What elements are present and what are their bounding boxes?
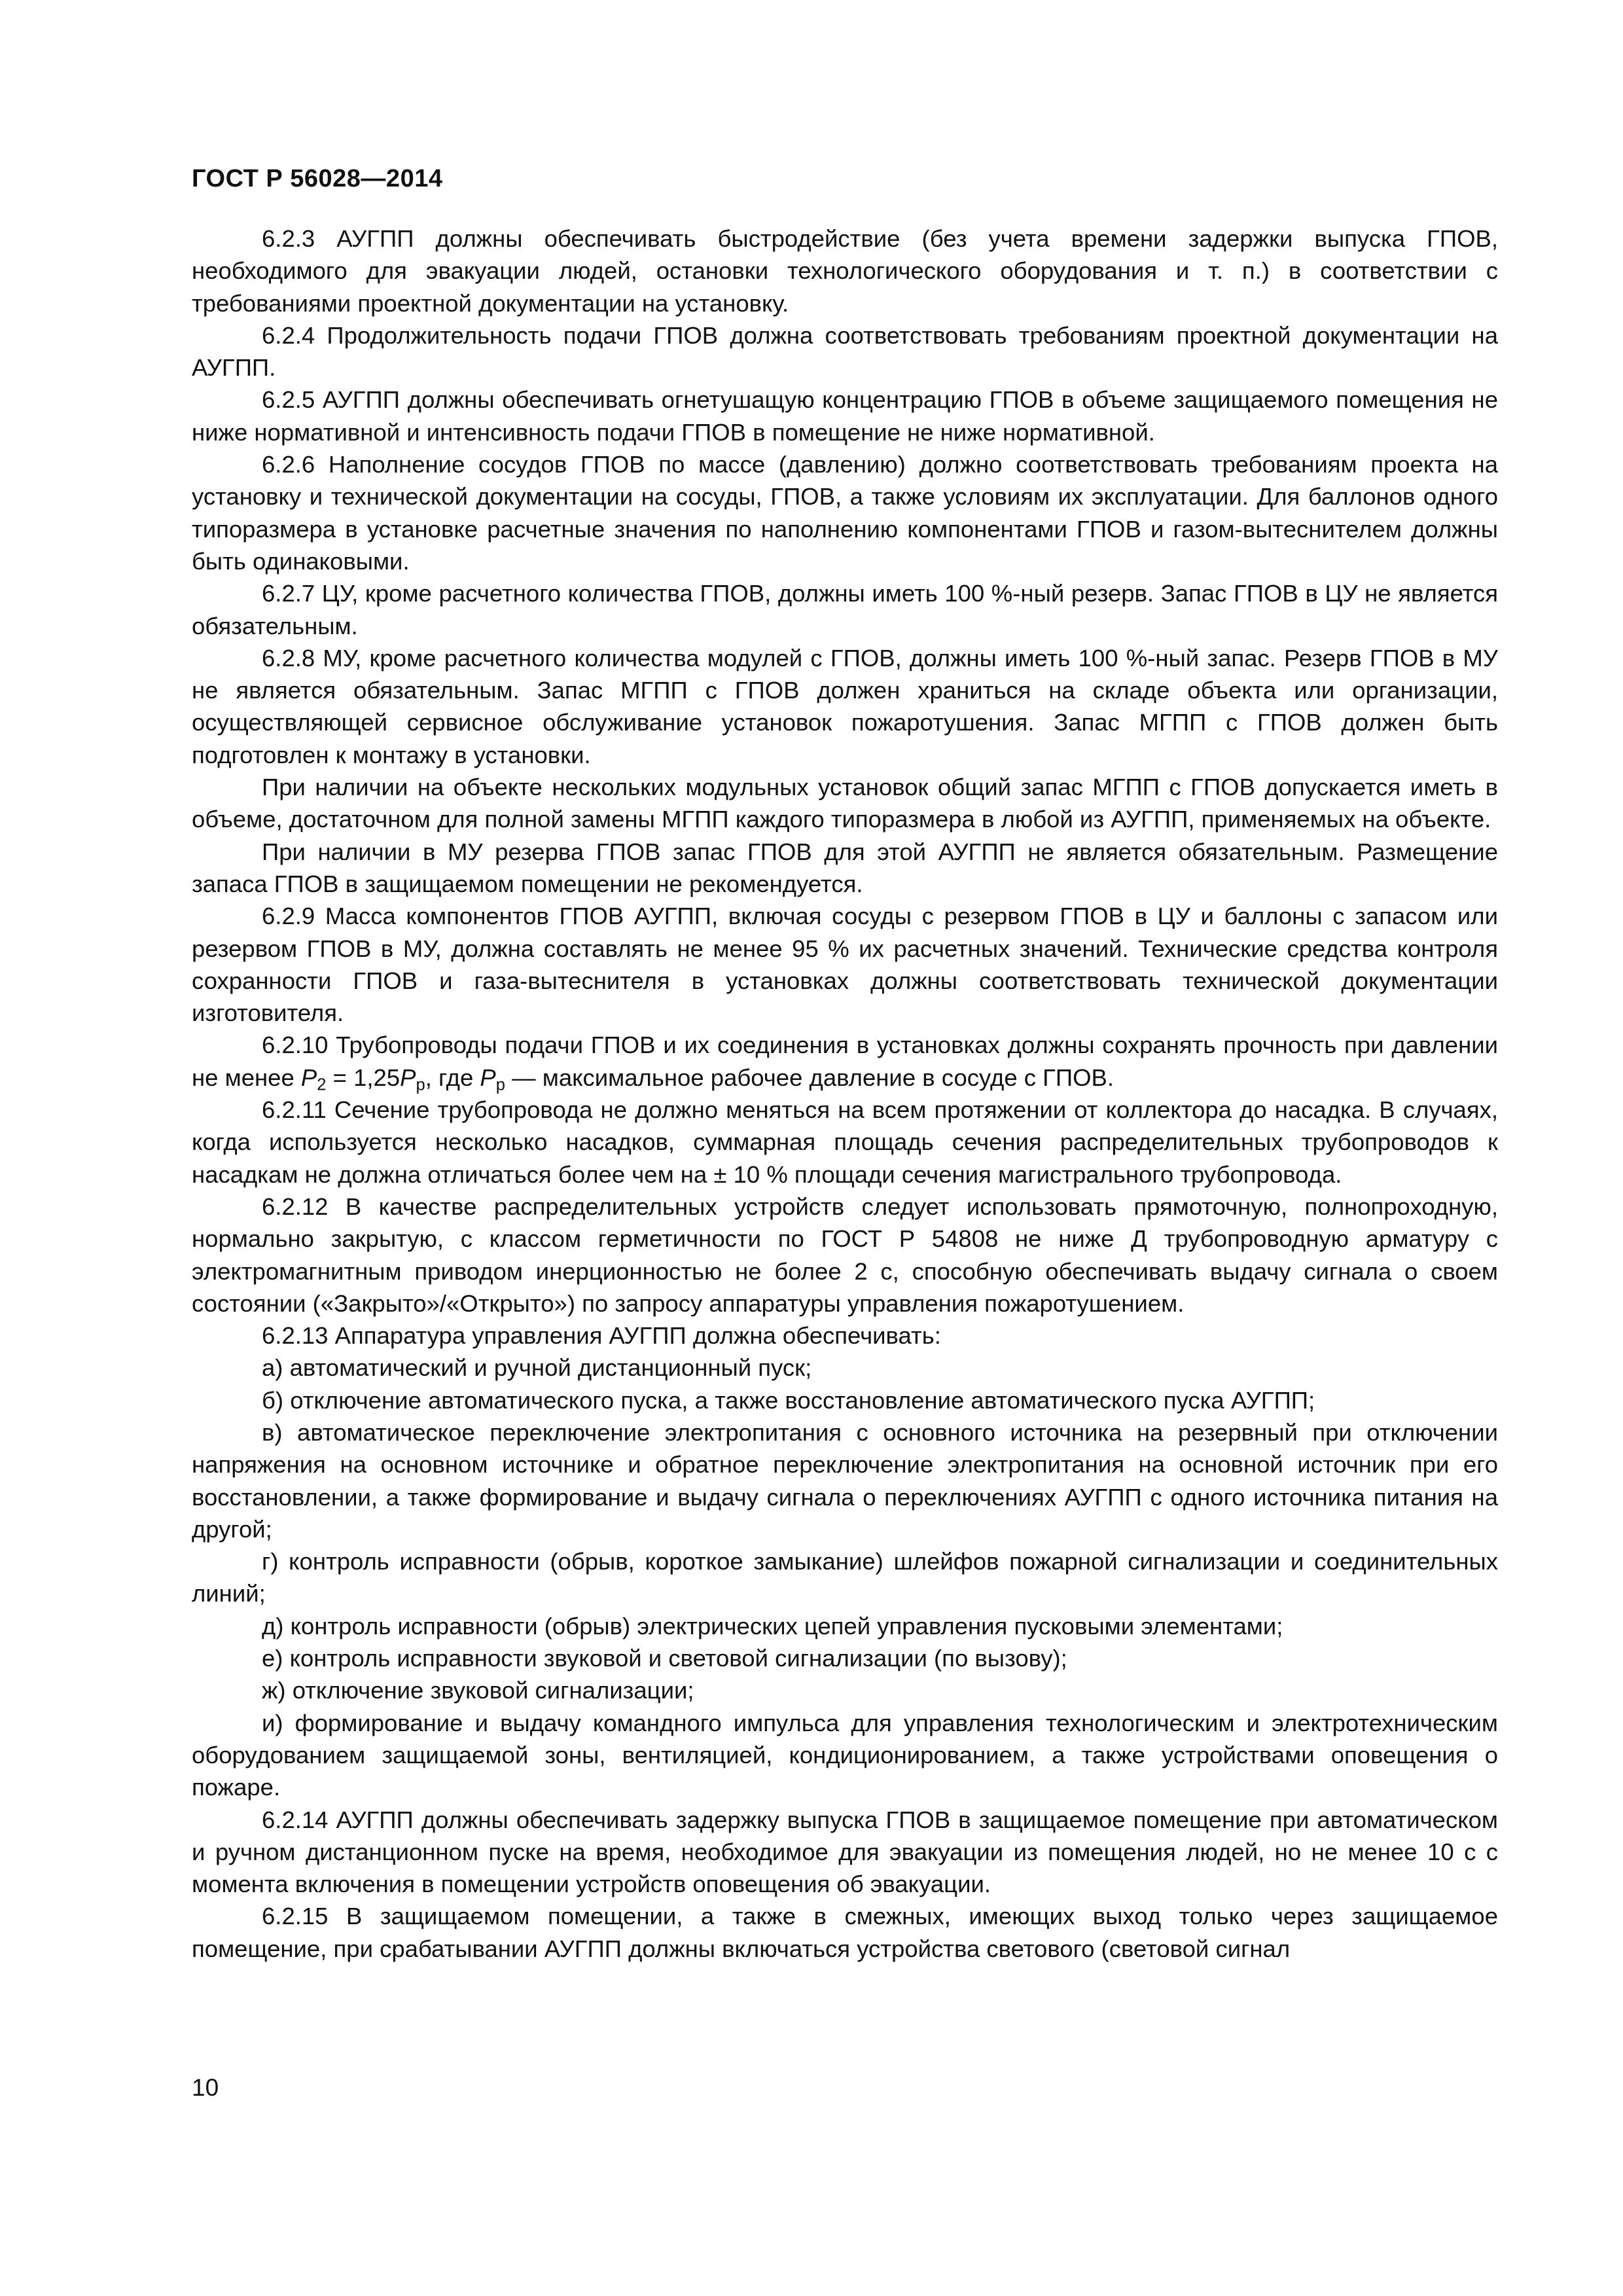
paragraph-6-2-7: 6.2.7 ЦУ, кроме расчетного количества ГПОВ, должны иметь 100 %-ный резерв. Запас ГПОВ в ЦУ не является обязательным. bbox=[192, 580, 1498, 639]
pp-letter: P bbox=[400, 1064, 416, 1091]
p10-part4: — максимальное рабочее давление в сосуде с ГПОВ. bbox=[505, 1064, 1115, 1091]
paragraph-6-2-9: 6.2.9 Масса компонентов ГПОВ АУГПП, включая сосуды с резервом ГПОВ в ЦУ и баллоны с запасом или резервом ГПОВ в МУ, должна составлять не менее 95 % их расчетных значений. Технические средства контроля сохранности ГПОВ и газа-вытеснителя в установках должны соответствовать технической документации изготовителя. bbox=[192, 903, 1498, 1027]
paragraph-modular-stock: При наличии на объекте нескольких модульных установок общий запас МГПП с ГПОВ допускается иметь в объеме, достаточном для полной замены МГПП каждого типоразмера в любой из АУГПП, применяемых на объекте. bbox=[192, 774, 1498, 833]
paragraph-6-2-8: 6.2.8 МУ, кроме расчетного количества модулей с ГПОВ, должны иметь 100 %-ный запас. Резерв ГПОВ в МУ не является обязательным. Запас МГПП с ГПОВ должен храниться на складе объекта или организации, осуществляющей сервисное обслуживание установок пожаротушения. Запас МГПП с ГПОВ должен быть подготовлен к монтажу в установки. bbox=[192, 644, 1498, 768]
list-item-a: а) автоматический и ручной дистанционный пуск; bbox=[262, 1354, 812, 1382]
pp2-letter: P bbox=[480, 1064, 496, 1091]
pp-subscript: р bbox=[416, 1075, 425, 1094]
p10-part1: 6.2.10 Трубопроводы подачи ГПОВ и их соединения в установках должны сохранять прочность при давлении не менее bbox=[192, 1031, 1498, 1091]
list-item-g: г) контроль исправности (обрыв, короткое замыкание) шлейфов пожарной сигнализации и соединительных линий; bbox=[192, 1548, 1498, 1607]
list-item-d: д) контроль исправности (обрыв) электрических цепей управления пусковыми элементами; bbox=[262, 1612, 1283, 1640]
paragraph-6-2-4: 6.2.4 Продолжительность подачи ГПОВ должна соответствовать требованиям проектной документации на АУГПП. bbox=[192, 321, 1498, 382]
paragraph-6-2-11: 6.2.11 Сечение трубопровода не должно меняться на всем протяжении от коллектора до насадка. В случаях, когда используется несколько насадков, суммарная площадь сечения распределительных трубопроводов к насадкам не должна отличаться более чем на ± 10 % площади сечения магистрального трубопровода. bbox=[192, 1096, 1498, 1188]
paragraph-6-2-14: 6.2.14 АУГПП должны обеспечивать задержку выпуска ГПОВ в защищаемое помещение при автоматическом и ручном дистанционном пуске на время, необходимое для эвакуации из помещения людей, но не менее 10 с с момента включения в помещении устройств оповещения об эвакуации. bbox=[192, 1806, 1498, 1898]
paragraph-reserve-stock: При наличии в МУ резерва ГПОВ запас ГПОВ для этой АУГПП не является обязательным. Размещение запаса ГПОВ в защищаемом помещении не рекомендуется. bbox=[192, 838, 1498, 897]
list-item-b: б) отключение автоматического пуска, а также восстановление автоматического пуска АУГПП; bbox=[262, 1386, 1315, 1414]
paragraph-6-2-15: 6.2.15 В защищаемом помещении, а также в смежных, имеющих выход только через защищаемое помещение, при срабатывании АУГПП должны включаться устройства светового (световой сигнал bbox=[192, 1903, 1498, 1962]
list-item-e: е) контроль исправности звуковой и световой сигнализации (по вызову); bbox=[262, 1645, 1067, 1672]
paragraph-6-2-12: 6.2.12 В качестве распределительных устройств следует использовать прямоточную, полнопроходную, нормально закрытую, с классом герметичности по ГОСТ Р 54808 не ниже Д трубопроводную арматуру с электромагнитным приводом инерционностью не более 2 с, способную обеспечивать выдачу сигнала о своем состоянии («Закрыто»/«Открыто») по запросу аппаратуры управления пожаротушением. bbox=[192, 1193, 1498, 1317]
document-header: ГОСТ Р 56028—2014 bbox=[192, 165, 443, 192]
p2-subscript: 2 bbox=[317, 1075, 327, 1094]
paragraph-6-2-5: 6.2.5 АУГПП должны обеспечивать огнетушащую концентрацию ГПОВ в объеме защищаемого помещения не ниже нормативной и интенсивность подачи ГПОВ в помещение не ниже нормативной. bbox=[192, 386, 1498, 446]
list-item-zh: ж) отключение звуковой сигнализации; bbox=[262, 1677, 694, 1704]
paragraph-6-2-10 bbox=[192, 1029, 1498, 1094]
page-number: 10 bbox=[192, 2074, 219, 2101]
p10-part2: = 1,25 bbox=[326, 1064, 401, 1091]
pp2-subscript: р bbox=[495, 1075, 505, 1094]
p2-letter: P bbox=[300, 1064, 317, 1091]
list-item-i: и) формирование и выдачу командного импульса для управления технологическим и электротехническим оборудованием защищаемой зоны, вентиляцией, кондиционированием, а также устройствами оповещения о пожаре. bbox=[192, 1709, 1498, 1801]
paragraph-6-2-3: 6.2.3 АУГПП должны обеспечивать быстродействие (без учета времени задержки выпуска ГПОВ, необходимого для эвакуации людей, остановки технологического оборудования и т. п.) в соответствии с требованиями проектной документации на установку. bbox=[192, 225, 1498, 317]
paragraph-6-2-6: 6.2.6 Наполнение сосудов ГПОВ по массе (давлению) должно соответствовать требованиям проекта на установку и технической документации на сосуды, ГПОВ, а также условиям их эксплуатации. Для баллонов одного типоразмера в установке расчетные значения по наполнению компонентами ГПОВ и газом-вытеснителем должны быть одинаковыми. bbox=[192, 451, 1498, 575]
document-body bbox=[192, 223, 1498, 1965]
list-item-v: в) автоматическое переключение электропитания с основного источника на резервный при отключении напряжения на основном источнике и обратное переключение электропитания на основной источник при его восстановлении, а также формирование и выдачу сигнала о переключениях АУГПП с одного источника питания на другой; bbox=[192, 1418, 1498, 1543]
p10-part3: , где bbox=[425, 1064, 480, 1091]
paragraph-6-2-13: 6.2.13 Аппаратура управления АУГПП должна обеспечивать: bbox=[262, 1322, 941, 1350]
